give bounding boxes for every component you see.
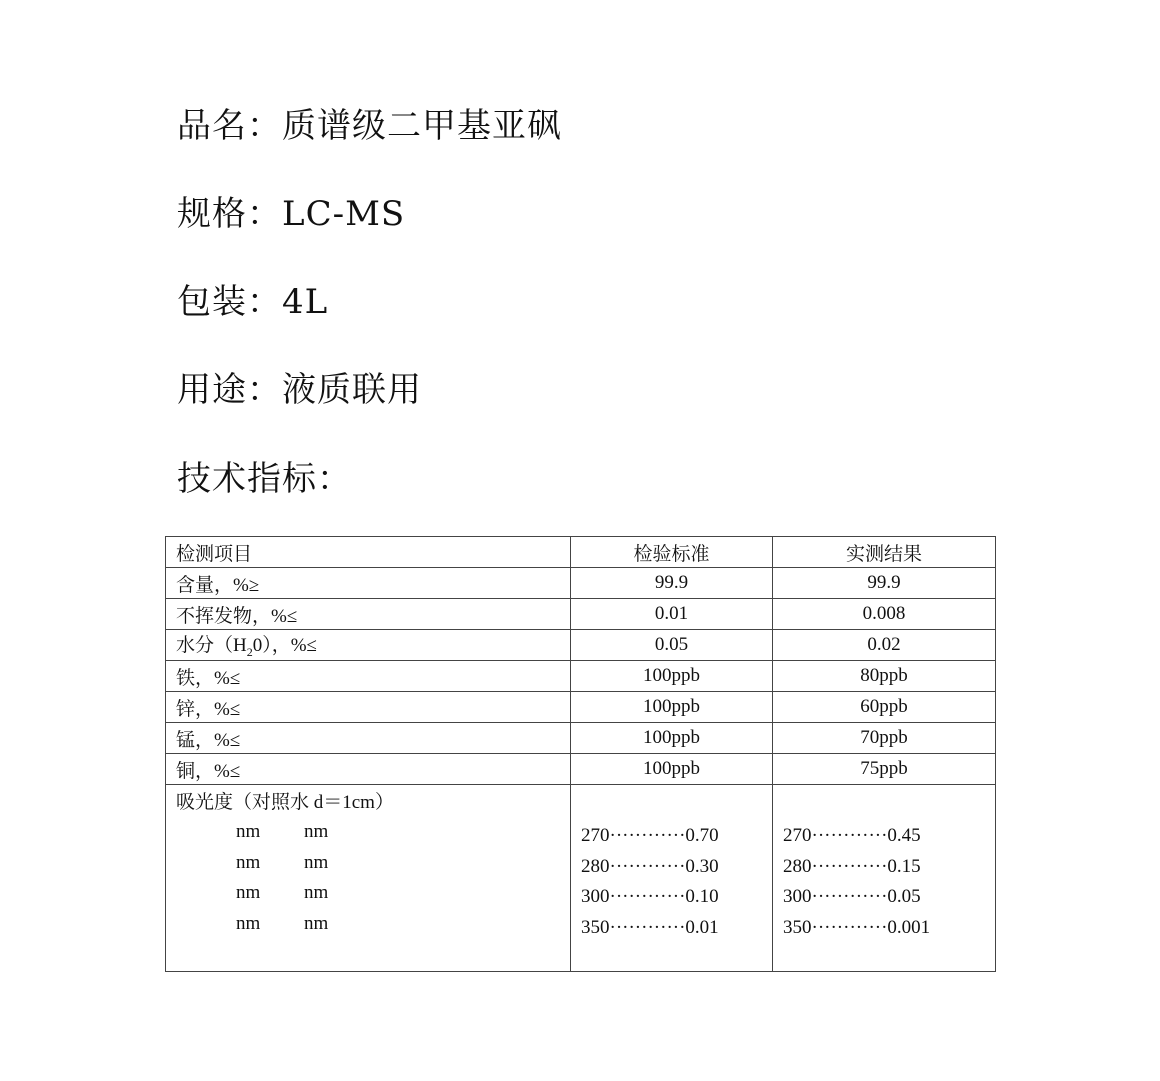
absorbance-unit-row [176, 817, 560, 848]
table-row [166, 568, 996, 599]
row-result: 80ppb [773, 661, 996, 692]
table-row [166, 754, 996, 785]
absorbance-standard-line: 350············0.01 [581, 916, 719, 938]
unit-label: nm [304, 882, 329, 903]
tech-spec-heading: 技术指标： [177, 459, 352, 499]
row-standard: 0.05 [571, 630, 773, 661]
row-item-pre: 水分（H [176, 635, 247, 657]
row-result: 0.008 [773, 599, 996, 630]
row-standard: 100ppb [571, 661, 773, 692]
table-row [166, 661, 996, 692]
absorbance-standard-line: 280············0.30 [581, 855, 719, 877]
table-row [166, 692, 996, 723]
unit-label: nm [236, 882, 261, 903]
row-result: 99.9 [773, 568, 996, 599]
absorbance-result-line: 350············0.001 [783, 916, 931, 938]
row-result: 0.02 [773, 630, 996, 661]
row-item-sub: 2 [246, 644, 253, 659]
unit-label: nm [236, 821, 261, 842]
absorbance-item-cell [166, 785, 571, 972]
spec-line: 规格：LC-MS [177, 194, 406, 234]
usage-line: 用途：液质联用 [177, 370, 422, 410]
absorbance-result-line: 270············0.45 [783, 825, 921, 846]
absorbance-unit-row [176, 848, 560, 879]
header-standard: 检验标准 [571, 537, 773, 568]
table-row [166, 723, 996, 754]
row-result: 60ppb [773, 692, 996, 723]
absorbance-unit-row [176, 878, 560, 909]
absorbance-unit-row [176, 909, 560, 940]
row-item [166, 630, 571, 661]
unit-label: nm [304, 912, 329, 934]
row-result: 70ppb [773, 723, 996, 754]
unit-label: nm [236, 851, 261, 873]
row-item: 锰，%≤ [166, 723, 571, 754]
absorbance-standard-cell [571, 785, 773, 972]
absorbance-standard-line: 270············0.70 [581, 825, 719, 846]
row-item: 不挥发物，%≤ [166, 599, 571, 630]
row-standard: 100ppb [571, 754, 773, 785]
row-item: 含量，%≥ [166, 568, 571, 599]
row-standard: 100ppb [571, 692, 773, 723]
row-standard: 99.9 [571, 568, 773, 599]
header-result: 实测结果 [773, 537, 996, 568]
row-standard: 100ppb [571, 723, 773, 754]
absorbance-standard-line: 300············0.10 [581, 886, 719, 907]
row-result: 75ppb [773, 754, 996, 785]
absorbance-result-cell [773, 785, 996, 972]
table-row [166, 599, 996, 630]
product-name-line: 品名：质谱级二甲基亚砜 [177, 106, 562, 146]
unit-label: nm [304, 821, 329, 842]
header-item: 检测项目 [166, 537, 571, 568]
row-standard: 0.01 [571, 599, 773, 630]
unit-label: nm [236, 912, 261, 934]
row-item-post: 0），%≤ [252, 635, 317, 657]
table-header-row [166, 537, 996, 568]
row-item: 锌，%≤ [166, 692, 571, 723]
absorbance-result-line: 300············0.05 [783, 886, 921, 907]
row-item: 铜，%≤ [166, 754, 571, 785]
package-line: 包装：4L [177, 282, 329, 322]
absorbance-row [166, 785, 996, 972]
table-row [166, 630, 996, 661]
spec-table [165, 536, 996, 972]
absorbance-result-line: 280············0.15 [783, 855, 921, 877]
row-item: 铁，%≤ [166, 661, 571, 692]
unit-label: nm [304, 851, 329, 873]
absorbance-title: 吸光度（对照水 d＝1cm） [176, 792, 394, 813]
